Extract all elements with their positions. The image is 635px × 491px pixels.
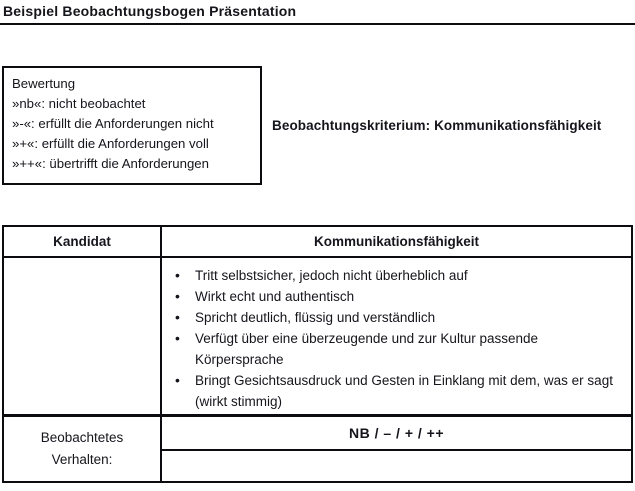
behavior-item: • Tritt selbstsicher, jedoch nicht überheblich auf <box>172 265 625 286</box>
criteria-row <box>3 257 632 416</box>
column-header-kandidat: Kandidat <box>3 226 161 257</box>
legend-item-plus: »+«: erfüllt die Anforderungen voll <box>12 136 209 151</box>
observation-criterion-heading: Beobachtungskriterium: Kommunikationsfähigkeit <box>272 118 602 133</box>
observed-behavior-cell <box>3 416 161 483</box>
observation-table <box>2 225 633 483</box>
rating-legend-box <box>2 66 262 185</box>
legend-title: Bewertung <box>12 76 76 91</box>
rating-scale-cell: NB / – / + / ++ <box>161 416 632 451</box>
rating-entry-cell <box>161 450 632 482</box>
column-header-criterion: Kommunikationsfähigkeit <box>161 226 632 257</box>
legend-item-plusplus: »++«: übertrifft die Anforderungen <box>12 156 209 171</box>
table-header-row <box>3 226 632 257</box>
title-divider <box>0 23 635 25</box>
page-title: Beispiel Beobachtungsbogen Präsentation <box>3 3 297 19</box>
legend-item-nb: »nb«: nicht beobachtet <box>12 96 146 111</box>
behavior-list <box>172 265 625 412</box>
behavior-item: • Bringt Gesichtsausdruck und Gesten in Einklang mit dem, was er sagt (wirkt stimmig) <box>172 370 625 412</box>
behavior-item: • Spricht deutlich, flüssig und verständlich <box>172 307 625 328</box>
observed-behavior-label: Beobachtetes Verhalten: <box>40 430 124 467</box>
legend-item-minus: »-«: erfüllt die Anforderungen nicht <box>12 116 214 131</box>
criteria-cell <box>161 257 632 416</box>
kandidat-empty-cell <box>3 257 161 416</box>
legend-row <box>2 66 635 185</box>
behavior-item: • Wirkt echt und authentisch <box>172 286 625 307</box>
behavior-item: • Verfügt über eine überzeugende und zur Kultur passende Körpersprache <box>172 328 625 370</box>
rating-scale-row <box>3 416 632 451</box>
